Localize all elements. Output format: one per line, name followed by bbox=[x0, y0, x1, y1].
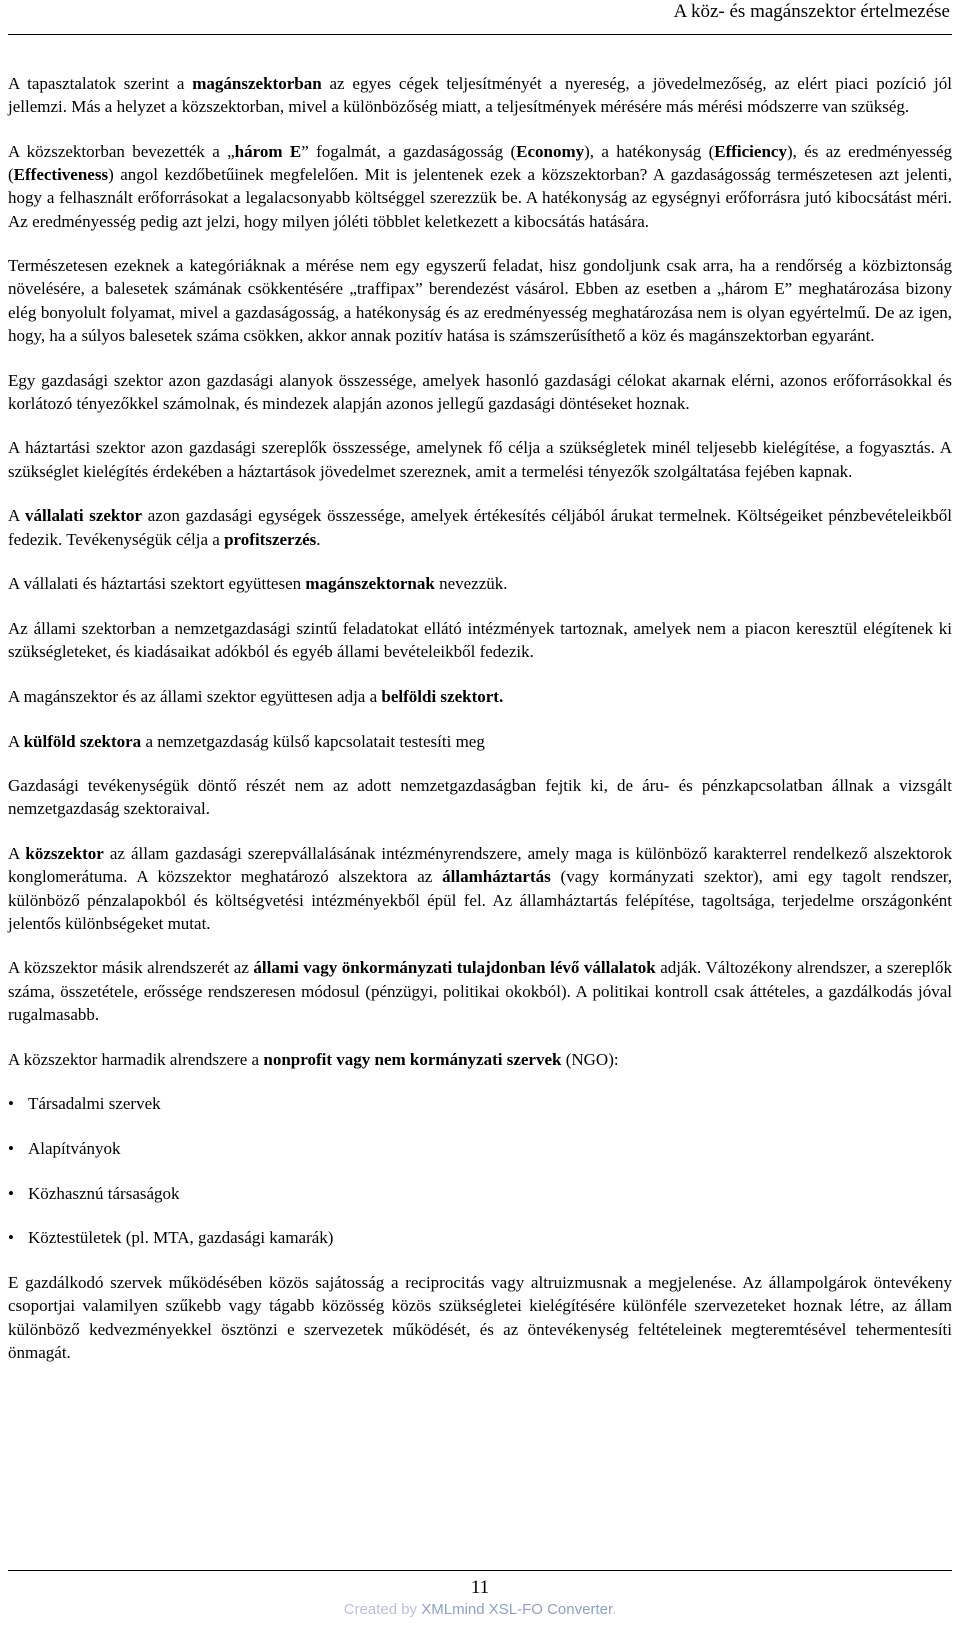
text-run: A bbox=[8, 731, 24, 751]
bold-term: államháztartás bbox=[442, 867, 551, 887]
bold-term: nonprofit vagy nem kormányzati szervek bbox=[263, 1049, 562, 1069]
bold-term: magánszektornak bbox=[305, 574, 435, 594]
list-item bbox=[8, 1137, 952, 1160]
document-body bbox=[8, 72, 952, 1364]
paragraph bbox=[8, 774, 952, 820]
text-run: Természetesen ezeknek a kategóriáknak a mérése nem egy egyszerű feladat, hisz gondoljunk csak arra, ha a rendőrség a közbiztonság növelésére, a balesetek számának csökkentésére „traffipax” berendezést vásárol. Ebben az esetben a „három E” meghatározása bizony elég bonyolult folyamat, mivel a gazdaságosság, a hatékonyság és az eredményesség meghatározása nem is olyan egyértelmű. De az igen, hogy, ha a súlyos balesetek száma csökken, akkor annak pozitív hatása is számszerűsíthető a köz és magánszektorban egyaránt. bbox=[8, 256, 952, 345]
bold-term: Efficiency bbox=[714, 141, 787, 161]
paragraph bbox=[8, 254, 952, 347]
ngo-list bbox=[8, 1092, 952, 1249]
text-run: Az állami szektorban a nemzetgazdasági szintű feladatokat ellátó intézmények tartoznak, amelyek nem a piacon keresztül elégítenek ki szükségleteket, és kiadásaikat adókból és egyéb állami bevételeikből fedezik. bbox=[8, 618, 952, 662]
page-header bbox=[8, 0, 952, 35]
list-item bbox=[8, 1182, 952, 1205]
text-run: . bbox=[316, 529, 321, 549]
paragraph bbox=[8, 72, 952, 118]
bold-term: állami vagy önkormányzati tulajdonban lévő vállalatok bbox=[253, 958, 656, 978]
text-run: (vagy kormányzati szektor), ami egy tagolt rendszer, különböző pénzalapokból és költségvetési intézményekből épül fel. Az államháztartás felépítése, tagoltsága, terjedelme országonként jelentős különbségeket mutat. bbox=[8, 867, 952, 933]
paragraph bbox=[8, 1048, 952, 1071]
text-run: A háztartási szektor azon gazdasági szereplők összessége, amelynek fő célja a szükségletek minél teljesebb kielégítése, a fogyasztás. A szükséglet kielégítés érdekében a háztartások jövedelmet szereznek, amit a termelési tényezők szolgáltatása fejében kapnak. bbox=[8, 438, 952, 481]
text-run: adják. Változékony alrendszer, a szereplők száma, összetétele, erőssége rendszeresen módosul (pénzügyi, politikai okokból). A politikai kontroll csak áttételes, a gazdálkodás jóval rugalmasabb. bbox=[8, 958, 952, 1024]
bold-term: profitszerzés bbox=[224, 529, 317, 549]
bold-term: három E bbox=[234, 141, 302, 161]
paragraph bbox=[8, 572, 952, 595]
paragraph bbox=[8, 685, 952, 708]
created-by-suffix: . bbox=[612, 1601, 617, 1618]
bold-term: külföld szektora bbox=[23, 731, 142, 751]
list-item-label: Közhasznú társaságok bbox=[28, 1183, 180, 1203]
paragraph bbox=[8, 730, 952, 753]
text-run: ) angol kezdőbetűinek megfelelően. Mit is jelentenek ezek a közszektorban? A gazdaságosság természetesen azt jelenti, hogy a felhasznált erőforrásokat a legalacsonyabb költséggel szerezzük be. A hatékonyság az egységnyi erőforrásra jutó kibocsátást méri. Az eredményesség pedig azt jelzi, hogy milyen jóléti többlet keletkezett a kibocsátás hatására. bbox=[8, 165, 952, 231]
bold-term: belföldi szektort. bbox=[381, 686, 504, 706]
page-number: 11 bbox=[470, 1577, 490, 1598]
bold-term: Economy bbox=[516, 141, 585, 161]
paragraph bbox=[8, 504, 952, 550]
paragraph bbox=[8, 956, 952, 1026]
text-run: A bbox=[8, 844, 26, 864]
paragraph bbox=[8, 1271, 952, 1364]
text-run: az állam gazdasági szerepvállalásának intézményrendszere, amely maga is különböző karakterrel rendelkező alszektorok konglomerátuma. A közszektor meghatározó alszektora az bbox=[8, 844, 952, 887]
list-item-label: Társadalmi szervek bbox=[28, 1094, 161, 1114]
text-run: A bbox=[8, 506, 25, 526]
text-run: (NGO): bbox=[561, 1049, 619, 1069]
text-run: a nemzetgazdaság külső kapcsolatait testesíti meg bbox=[141, 731, 485, 751]
paragraph bbox=[8, 842, 952, 935]
list-item-label: Alapítványok bbox=[28, 1139, 121, 1158]
paragraph bbox=[8, 436, 952, 482]
created-by-prefix: Created by bbox=[343, 1601, 422, 1618]
footer-rule bbox=[8, 1570, 952, 1571]
header-title: A köz- és magánszektor értelmezése bbox=[673, 1, 950, 22]
bold-term: vállalati szektor bbox=[25, 506, 143, 526]
text-run: A közszektor másik alrendszerét az bbox=[8, 958, 254, 978]
converter-name: XMLmind XSL-FO Converter bbox=[421, 1601, 613, 1618]
bold-term: Effectiveness bbox=[13, 165, 109, 185]
paragraph bbox=[8, 617, 952, 663]
text-run: azon gazdasági egységek összessége, amelyek értékesítés céljából árukat termelnek. Költségeiket pénzbevételeikből fedezik. Tevékenységük célja a bbox=[8, 506, 953, 549]
text-run: Egy gazdasági szektor azon gazdasági alanyok összessége, amelyek hasonló gazdasági célokat akarnak elérni, azonos erőforrásokkal és korlátozó tényezőkkel számolnak, és mindezek alapján azonos jellegű gazdasági döntéseket hoznak. bbox=[8, 370, 952, 413]
created-by-note bbox=[0, 1601, 960, 1618]
bullet-icon: • bbox=[8, 1183, 14, 1203]
list-item bbox=[8, 1226, 952, 1249]
text-run: E gazdálkodó szervek működésében közös sajátosság a reciprocitás vagy altruizmusnak a megjelenése. Az állampolgárok öntevékeny csoportjai valamilyen szűkebb vagy tágabb közösség közös szükségletei kielégítésére különféle szervezeteket hoznak létre, az állam különböző kedvezményekkel ösztönzi e szervezetek működését, és az öntevékenység feltételeinek megteremtésével tehermentesíti önmagát. bbox=[8, 1273, 952, 1362]
bold-term: magánszektorban bbox=[192, 74, 322, 93]
text-run: ” fogalmát, a gazdaságosság ( bbox=[301, 141, 517, 161]
text-run: A vállalati és háztartási szektort együttesen bbox=[8, 574, 306, 594]
bullet-icon: • bbox=[8, 1139, 14, 1158]
text-run: A közszektorban bevezették a „ bbox=[8, 141, 235, 161]
text-run: A közszektor harmadik alrendszere a bbox=[8, 1049, 264, 1069]
text-run: A magánszektor és az állami szektor együttesen adja a bbox=[8, 686, 382, 706]
list-item-label: Köztestületek (pl. MTA, gazdasági kamarák) bbox=[28, 1228, 334, 1248]
paragraph bbox=[8, 369, 952, 415]
text-run: ), a hatékonyság ( bbox=[584, 141, 715, 161]
paragraph bbox=[8, 140, 952, 233]
text-run: ), és az eredményesség ( bbox=[8, 141, 952, 185]
list-item bbox=[8, 1092, 952, 1115]
bold-term: közszektor bbox=[25, 844, 104, 864]
bullet-icon: • bbox=[8, 1094, 14, 1114]
bullet-icon: • bbox=[8, 1228, 14, 1248]
text-run: Gazdasági tevékenységük döntő részét nem az adott nemzetgazdaságban fejtik ki, de áru- és pénzkapcsolatban állnak a vizsgált nemzetgazdaság szektoraival. bbox=[8, 776, 952, 819]
text-run: A tapasztalatok szerint a bbox=[8, 74, 193, 93]
text-run: az egyes cégek teljesítményét a nyereség, a jövedelmezőség, az elért piaci pozíció jól jellemzi. Más a helyzet a közszektorban, mivel a különbözőség miatt, a teljesítmények mérésére más mérési módszerre van szükség. bbox=[8, 74, 953, 117]
text-run: nevezzük. bbox=[434, 574, 508, 594]
